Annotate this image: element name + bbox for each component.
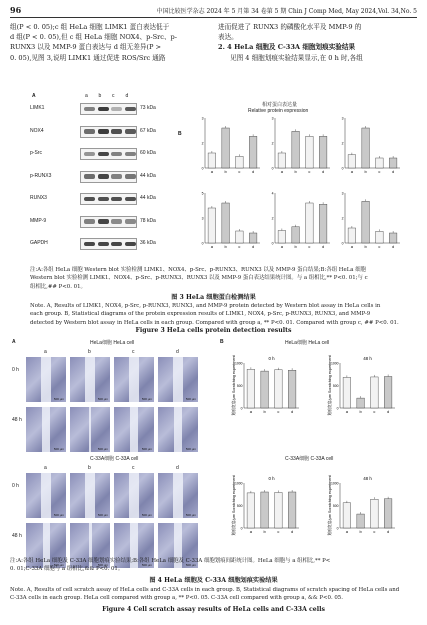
y-tick-label: 0 <box>240 406 243 411</box>
journal-running-title: 中国比较医学杂志 2024 年 5 月第 34 卷第 5 期 Chin J Comp Med, May 2024,Vol. 34,No. 5 <box>156 7 417 15</box>
protein-label: p-RUNX3 <box>30 172 52 179</box>
scratch-gap <box>89 407 91 452</box>
text-line: 组(P < 0. 05);c 组 HeLa 细胞 LIMK1 蛋白表达低于 <box>10 23 170 31</box>
bar <box>222 203 230 243</box>
blot-band <box>98 197 109 202</box>
text-line: 见图 4 细胞划痕实验结果显示,在 0 h 时,各组 <box>230 53 363 62</box>
x-tick-label: b <box>294 169 297 174</box>
bar <box>371 377 379 408</box>
bar-chart <box>231 354 299 415</box>
x-tick-label: a <box>210 169 213 174</box>
caption-line: Note. A, Results of LIMK1, NOX4, p-Src, p-RUNX3, RUNX3, and MMP-9 protein detected by Western blot assay in HeLa cells in <box>30 303 381 309</box>
chart-panel-title: 0 h <box>268 476 275 481</box>
blot-strip <box>80 193 137 205</box>
y-tick-label: 3 <box>271 116 274 121</box>
bar <box>384 499 392 528</box>
lane-label: a <box>85 93 88 99</box>
x-tick-label: c <box>238 169 241 174</box>
molecular-weight-label: 44 kDa <box>140 172 156 179</box>
scale-bar-label: 500 μm <box>185 447 196 451</box>
x-tick-label: d <box>252 169 255 174</box>
lane-label: d <box>176 465 179 471</box>
blot-band <box>111 197 122 202</box>
x-tick-label: d <box>392 169 395 174</box>
scale-bar-label: 500 μm <box>53 397 64 401</box>
lane-label: b <box>88 465 91 471</box>
figure-3-title-cn: 图 3 HeLa 细胞蛋白检测结果 <box>171 294 256 301</box>
text-line: 0. 05),见图 3,说明 LIMK1 通过促进 ROS/Src 通路 <box>10 53 166 62</box>
bar-chart <box>202 191 260 249</box>
scale-bar-label: 500 μm <box>97 563 108 567</box>
bar <box>249 233 257 243</box>
y-axis-label: 划痕宽度/μm Scratching experiment <box>232 355 236 416</box>
caption-line: 注:A:各组 HeLa 细胞 Western blot 实验检测 LIMK1、NOX4、p-Src、p-RUNX3、RUNX3 以及 MMP-9 蛋白结果;B:各组 HeLa 细胞 <box>30 267 366 273</box>
caption-line: 0. 01;C-33A 细胞与 a 组相比,&& P<0. 01。 <box>10 566 124 573</box>
y-tick-label: 0 <box>336 526 339 531</box>
y-tick-label: 3 <box>201 116 204 121</box>
bar <box>389 233 397 243</box>
blot-band <box>125 174 136 179</box>
panel-label-a: A <box>12 339 16 345</box>
scratch-gap <box>41 357 51 402</box>
scale-bar-label: 500 μm <box>53 513 64 517</box>
bar <box>376 231 384 243</box>
y-tick-label: 1000 <box>330 361 339 366</box>
lane-label: d <box>125 93 129 99</box>
caption-line: Western blot 实验检测 LIMK1、NOX4、p-Src、p-RUNX3、RUNX3 以及 MMP-9 蛋白表达结果统计图。与 a 组相比,** P<0. 01;与 c <box>30 275 368 282</box>
x-tick-label: c <box>378 169 381 174</box>
y-tick-label: 2 <box>341 216 344 221</box>
text-line: 表达。 <box>218 33 238 42</box>
x-tick-label: d <box>322 244 325 249</box>
blot-band <box>111 174 122 179</box>
blot-band <box>98 152 109 157</box>
scale-bar-label: 500 μm <box>141 563 152 567</box>
x-tick-label: d <box>387 409 390 414</box>
bar <box>247 369 255 408</box>
figure-4-caption-cn <box>10 557 418 574</box>
text-line: d 组(P < 0. 05),但 c 组 HeLa 细胞 NOX4、p-Src、p- <box>10 33 177 42</box>
left-column-text <box>10 22 210 63</box>
lane-label: c <box>112 93 115 99</box>
bar <box>208 153 216 168</box>
x-tick-label: d <box>291 529 294 534</box>
time-label: 48 h <box>12 417 22 423</box>
blot-band <box>84 129 95 134</box>
scratch-micrograph <box>70 407 110 452</box>
blot-band <box>98 107 109 112</box>
panel-label-b: B <box>178 131 182 137</box>
protein-bar-charts <box>185 113 405 263</box>
blot-band <box>111 152 122 157</box>
scale-bar-label: 500 μm <box>185 563 196 567</box>
scratch-micrograph <box>70 357 110 402</box>
x-tick-label: d <box>252 244 255 249</box>
chart-title: 相对蛋白表达量 <box>262 102 298 108</box>
figure-4-title-en: Figure 4 Cell scratch assay results of HeLa cells and C-33A cells <box>102 606 325 613</box>
blot-band <box>111 219 122 224</box>
hela-chart-title: HeLa细胞 HeLa cell <box>285 340 330 346</box>
section-heading: 2. 4 HeLa 细胞及 C-33A 细胞划痕实验结果 <box>218 43 356 52</box>
scratch-micrograph <box>26 407 66 452</box>
blot-strip <box>80 126 137 138</box>
bar <box>348 155 356 168</box>
hela-images-title: HeLa细胞 HeLa cell <box>90 340 135 346</box>
y-tick-label: 500 <box>236 383 243 388</box>
scratch-gap <box>85 357 95 402</box>
blot-band <box>125 107 136 112</box>
header-rule <box>10 17 417 18</box>
bar <box>208 208 216 243</box>
caption-line: Note. A, Results of cell scratch assay of HeLa cells and C-33A cells in each group. B, Statistical diagrams of scratch spacing of HeLa cells and <box>10 587 400 593</box>
right-column-text <box>218 22 418 63</box>
bar <box>306 136 314 168</box>
bar-chart <box>202 116 260 174</box>
y-tick-label: 500 <box>332 503 339 508</box>
chart-panel-title: 48 h <box>363 356 372 361</box>
scale-bar-label: 500 μm <box>97 397 108 401</box>
bar-chart <box>342 116 400 174</box>
x-tick-label: c <box>238 244 241 249</box>
scratch-gap <box>129 473 139 518</box>
blot-strip <box>80 238 137 250</box>
x-tick-label: a <box>280 244 283 249</box>
scratch-gap <box>129 357 139 402</box>
blot-band <box>125 219 136 224</box>
y-tick-label: 0 <box>201 241 204 246</box>
c33a-chart-title: C-33A细胞 C-33A cell <box>285 456 334 462</box>
bar <box>247 493 255 528</box>
bar <box>261 371 269 408</box>
protein-label: GAPDH <box>30 240 48 246</box>
y-tick-label: 2 <box>271 216 274 221</box>
x-tick-label: b <box>359 529 362 534</box>
molecular-weight-label: 78 kDa <box>140 217 156 224</box>
x-tick-label: b <box>224 244 227 249</box>
x-tick-label: b <box>263 409 266 414</box>
time-label: 0 h <box>12 483 19 489</box>
blot-band <box>125 129 136 134</box>
x-tick-label: a <box>345 409 348 414</box>
y-tick-label: 0 <box>271 241 274 246</box>
x-tick-label: a <box>280 169 283 174</box>
scratch-micrograph <box>158 357 198 402</box>
y-tick-label: 3 <box>341 191 344 196</box>
x-tick-label: a <box>249 409 252 414</box>
figure-3-caption-cn <box>30 266 410 291</box>
figure-3 <box>30 93 408 263</box>
caption-line: 组相比,## P<0. 01。 <box>30 283 86 290</box>
protein-label: NOX4 <box>30 127 44 134</box>
bar <box>275 370 283 408</box>
x-tick-label: a <box>345 529 348 534</box>
scale-bar-label: 500 μm <box>141 513 152 517</box>
scratch-micrograph <box>26 357 66 402</box>
bar <box>292 227 300 243</box>
bar <box>343 503 351 528</box>
bar <box>357 514 365 528</box>
bar <box>348 228 356 243</box>
chart-panel-title: 0 h <box>268 356 275 361</box>
protein-label: MMP-9 <box>30 217 47 224</box>
blot-band <box>84 174 95 179</box>
figure-4-caption-en <box>10 586 418 603</box>
protein-label: LIMK1 <box>30 105 45 111</box>
y-tick-label: 500 <box>332 383 339 388</box>
y-tick-label: 0 <box>201 166 204 171</box>
x-tick-label: d <box>322 169 325 174</box>
y-tick-label: 1000 <box>234 481 243 486</box>
scratch-gap <box>173 473 183 518</box>
chart-subtitle: Relative protein expression <box>248 108 309 114</box>
bar <box>275 492 283 528</box>
bar <box>319 204 327 243</box>
scale-bar-label: 500 μm <box>53 563 64 567</box>
x-tick-label: b <box>364 169 367 174</box>
bar <box>357 398 365 408</box>
figure-3-title-en: Figure 3 HeLa cells protein detection results <box>135 327 292 334</box>
lane-label: b <box>88 349 91 355</box>
scratch-bar-charts <box>222 343 417 558</box>
blot-band <box>84 107 95 112</box>
y-tick-label: 0 <box>341 166 344 171</box>
scratch-micrograph <box>26 473 66 518</box>
scratch-micrograph <box>158 473 198 518</box>
figure-3-caption-en <box>30 302 410 327</box>
bar <box>222 128 230 168</box>
lane-label: b <box>98 93 102 99</box>
panel-label-b: B <box>220 339 224 345</box>
lane-label: d <box>176 349 179 355</box>
scratch-micrograph <box>114 407 154 452</box>
scale-bar-label: 500 μm <box>185 513 196 517</box>
scratch-micrograph <box>114 473 154 518</box>
caption-line: C-33A cells in each group. HeLa cell compared with group a, ** P<0. 05. C-33A cell compared with group a, && P<0. 05. <box>10 595 343 602</box>
y-axis-label: 划痕宽度/μm Scratching experiment <box>328 475 332 536</box>
protein-label: RUNX3 <box>30 195 47 201</box>
bar <box>236 156 244 168</box>
bar-chart <box>327 354 395 415</box>
x-tick-label: c <box>373 529 376 534</box>
blot-band <box>98 174 109 179</box>
blot-band <box>84 152 95 157</box>
c33a-images-title: C-33A细胞 C-33A cell <box>90 456 139 462</box>
blot-band <box>98 242 109 247</box>
x-tick-label: b <box>359 409 362 414</box>
x-tick-label: a <box>249 529 252 534</box>
lane-label: c <box>132 349 135 355</box>
y-tick-label: 3 <box>341 116 344 121</box>
bar-chart <box>231 474 299 535</box>
bar <box>288 492 296 528</box>
caption-line: each group. B, Statistical diagrams of the protein expression results of LIMK1, NOX4, p-Src, p-RUNX3, RUNX3, and MMP-9 <box>30 311 371 318</box>
bar <box>236 231 244 243</box>
bar-chart <box>272 116 330 174</box>
bar <box>362 128 370 168</box>
y-tick-label: 5 <box>201 191 204 196</box>
y-tick-label: 500 <box>236 503 243 508</box>
scale-bar-label: 500 μm <box>141 397 152 401</box>
scale-bar-label: 500 μm <box>141 447 152 451</box>
bar-chart <box>272 191 330 249</box>
lane-label: c <box>132 465 135 471</box>
bar <box>288 370 296 408</box>
scale-bar-label: 500 μm <box>97 513 108 517</box>
text-line: RUNX3 以及 MMP-9 蛋白表达与 d 组无差异(P > <box>10 43 162 52</box>
figure-4-title-cn: 图 4 HeLa 细胞及 C-33A 细胞划痕实验结果 <box>149 577 278 584</box>
x-tick-label: a <box>350 169 353 174</box>
y-tick-label: 1000 <box>234 361 243 366</box>
molecular-weight-label: 36 kDa <box>140 240 156 246</box>
caption-line: 注:A:各组 HeLa 细胞及 C-33A 细胞划痕实验结果;B:各组 HeLa 细胞及 C-33A 细胞划痕间距统计图。HeLa 细胞与 a 组相比,** P< <box>10 558 331 564</box>
x-tick-label: c <box>378 244 381 249</box>
scale-bar-label: 500 μm <box>97 447 108 451</box>
lane-label: a <box>44 349 47 355</box>
bar <box>362 201 370 243</box>
blot-band <box>84 219 95 224</box>
y-tick-label: 1000 <box>330 481 339 486</box>
scratch-micrograph <box>70 473 110 518</box>
bar <box>278 153 286 168</box>
blot-strip <box>80 216 137 228</box>
text-line: 进而促进了 RUNX3 的磷酸化水平及 MMP-9 的 <box>218 23 362 31</box>
bar <box>319 136 327 168</box>
bar <box>389 158 397 168</box>
y-tick-label: 2 <box>201 141 204 146</box>
y-tick-label: 2 <box>341 141 344 146</box>
bar <box>384 377 392 409</box>
y-axis-label: 划痕宽度/μm Scratching experiment <box>232 475 236 536</box>
y-tick-label: 0 <box>271 166 274 171</box>
molecular-weight-label: 73 kDa <box>140 105 156 111</box>
scratch-gap <box>130 407 138 452</box>
x-tick-label: c <box>373 409 376 414</box>
y-tick-label: 4 <box>271 191 274 196</box>
molecular-weight-label: 60 kDa <box>140 150 156 156</box>
lane-label: a <box>44 465 47 471</box>
blot-band <box>125 242 136 247</box>
scale-bar-label: 500 μm <box>185 397 196 401</box>
blot-band <box>98 219 109 224</box>
blot-strip <box>80 171 137 183</box>
x-tick-label: a <box>350 244 353 249</box>
bar <box>343 377 351 408</box>
chart-panel-title: 48 h <box>363 476 372 481</box>
bar <box>371 499 379 528</box>
blot-strip <box>80 148 137 160</box>
scratch-micrograph <box>158 407 198 452</box>
molecular-weight-label: 44 kDa <box>140 195 156 201</box>
x-tick-label: c <box>277 409 280 414</box>
y-tick-label: 0 <box>341 241 344 246</box>
blot-strip <box>80 103 137 115</box>
bar <box>292 131 300 168</box>
scratch-gap <box>173 357 183 402</box>
y-tick-label: 0 <box>336 406 339 411</box>
scale-bar-label: 500 μm <box>53 447 64 451</box>
scratch-gap <box>42 407 50 452</box>
x-tick-label: b <box>263 529 266 534</box>
blot-band <box>111 107 122 112</box>
scratch-gap <box>41 473 51 518</box>
bar <box>376 158 384 168</box>
blot-band <box>125 152 136 157</box>
y-axis-label: 划痕宽度/μm Scratching experiment <box>328 355 332 416</box>
x-tick-label: d <box>387 529 390 534</box>
blot-band <box>84 197 95 202</box>
y-tick-label: 3 <box>201 216 204 221</box>
x-tick-label: a <box>210 244 213 249</box>
blot-band <box>111 242 122 247</box>
x-tick-label: b <box>364 244 367 249</box>
scratch-micrograph <box>114 357 154 402</box>
x-tick-label: d <box>392 244 395 249</box>
scratch-gap <box>174 407 182 452</box>
x-tick-label: c <box>308 244 311 249</box>
blot-band <box>125 197 136 202</box>
y-tick-label: 0 <box>240 526 243 531</box>
x-tick-label: b <box>224 169 227 174</box>
y-tick-label: 2 <box>271 141 274 146</box>
time-label: 0 h <box>12 367 19 373</box>
bar <box>261 492 269 528</box>
bar-chart <box>327 474 395 535</box>
molecular-weight-label: 67 kDa <box>140 127 156 134</box>
scratch-gap <box>85 473 95 518</box>
bar <box>278 231 286 244</box>
x-tick-label: d <box>291 409 294 414</box>
protein-label: p-Src <box>30 150 42 156</box>
x-tick-label: b <box>294 244 297 249</box>
bar <box>249 136 257 168</box>
blot-band <box>98 129 109 134</box>
blot-band <box>84 242 95 247</box>
bar <box>306 203 314 243</box>
page-number: 96 <box>10 5 22 15</box>
bar-chart <box>342 191 400 249</box>
caption-line: detected by Western blot assay in HeLa cells in each group. Compared with group a, ** P<0. 01. Compared with group c, ## P<0. 01. <box>30 319 399 326</box>
x-tick-label: c <box>308 169 311 174</box>
x-tick-label: c <box>277 529 280 534</box>
time-label: 48 h <box>12 533 22 539</box>
blot-band <box>111 129 122 134</box>
panel-label-a: A <box>32 93 36 99</box>
